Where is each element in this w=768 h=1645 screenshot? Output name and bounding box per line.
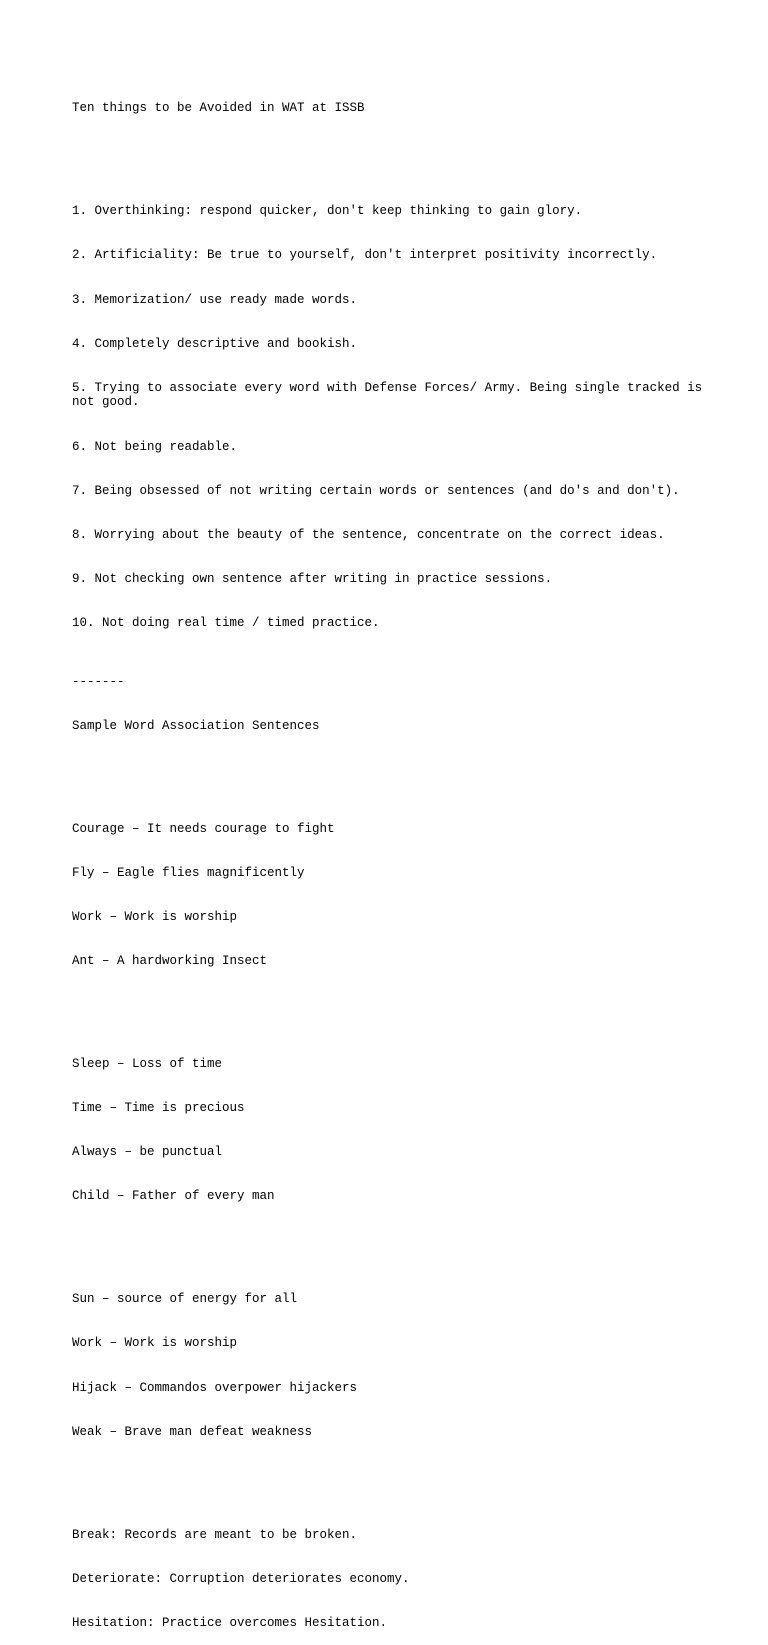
sample-sentence: Sleep – Loss of time <box>72 1057 223 1072</box>
list-item: 8. Worrying about the beauty of the sentence, concentrate on the correct ideas. <box>72 527 665 542</box>
document-title: Ten things to be Avoided in WAT at ISSB <box>72 101 365 116</box>
list-item: 3. Memorization/ use ready made words. <box>72 292 358 307</box>
list-item: 10. Not doing real time / timed practice. <box>72 616 380 630</box>
separator: ------- <box>72 674 125 689</box>
list-item: 5. Trying to associate every word with Defense Forces/ Army. Being single tracked is not good. <box>72 380 710 410</box>
samples-heading: Sample Word Association Sentences <box>72 718 320 733</box>
sample-sentence: Hesitation: Practice overcomes Hesitation. <box>72 1615 388 1630</box>
list-item: 1. Overthinking: respond quicker, don't keep thinking to gain glory. <box>72 204 583 219</box>
sample-sentence: Fly – Eagle flies magnificently <box>72 865 305 880</box>
spacer <box>72 146 712 161</box>
sample-sentence: Deteriorate: Corruption deteriorates economy. <box>72 1571 410 1586</box>
list-item: 7. Being obsessed of not writing certain words or sentences (and do's and don't). <box>72 483 680 498</box>
spacer <box>72 998 712 1013</box>
sample-sentence: Child – Father of every man <box>72 1189 275 1204</box>
sample-sentence: Courage – It needs courage to fight <box>72 821 335 836</box>
sample-sentence: Weak – Brave man defeat weakness <box>72 1424 313 1439</box>
sample-sentence: Hijack – Commandos overpower hijackers <box>72 1380 358 1395</box>
spacer <box>72 1234 712 1249</box>
sample-sentence: Ant – A hardworking Insect <box>72 954 268 969</box>
list-item: 6. Not being readable. <box>72 439 238 454</box>
list-item: 9. Not checking own sentence after writing in practice sessions. <box>72 571 553 586</box>
list-item: 2. Artificiality: Be true to yourself, don't interpret positivity incorrectly. <box>72 248 658 263</box>
sample-sentence: Work – Work is worship <box>72 910 238 925</box>
sample-sentence: Work – Work is worship <box>72 1336 238 1351</box>
sample-sentence: Time – Time is precious <box>72 1101 245 1116</box>
sample-sentence: Sun – source of energy for all <box>72 1292 298 1307</box>
document-page <box>72 72 712 1645</box>
spacer <box>72 1469 712 1484</box>
spacer <box>72 763 712 778</box>
sample-sentence: Always – be punctual <box>72 1145 223 1160</box>
list-item: 4. Completely descriptive and bookish. <box>72 336 358 351</box>
sample-sentence: Break: Records are meant to be broken. <box>72 1527 358 1542</box>
